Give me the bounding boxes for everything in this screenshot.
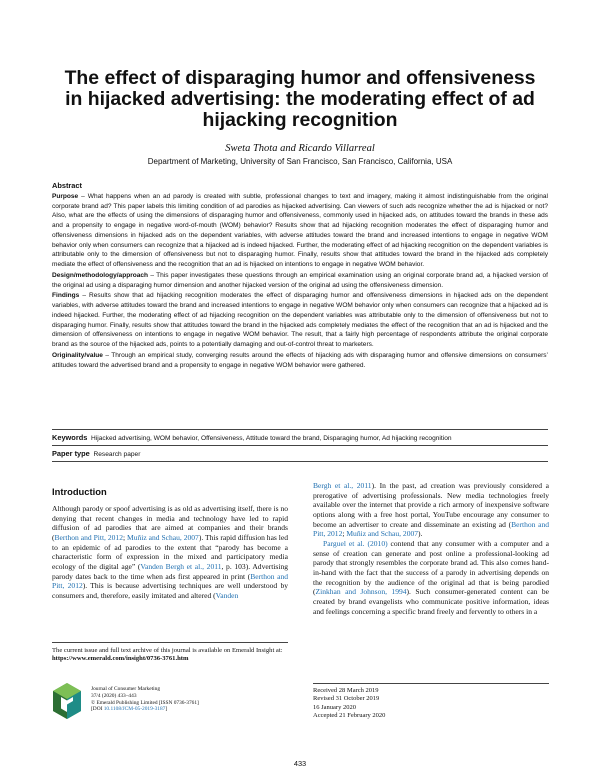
paper-type bbox=[52, 449, 548, 458]
body-text: ). In the past, ad creation was previously considered a prerogative of advertising professionals. New media technologies freely available over the internet that provide a rich armory of inexpensive software options along with a free host portal, YouTube encourage any consumer to become an advertiser to create and disseminate an existing ad ( bbox=[313, 481, 549, 529]
body-text: ). This rapid diffusion has led to an epidemic of ad parodies to the extent that “parody has become a characteristic form of expression in the mixed and participatory media ecology of the digital age” ( bbox=[52, 532, 289, 571]
abstract-originality bbox=[52, 351, 548, 371]
keywords-label: Keywords bbox=[52, 433, 88, 442]
dates-divider bbox=[313, 683, 549, 684]
keywords bbox=[52, 433, 548, 442]
citation-link[interactable]: Zinkhan and Johnson, 1994 bbox=[315, 587, 407, 597]
citation-link[interactable]: Berthon and Pitt, 2012 bbox=[54, 532, 123, 542]
date-revised: Revised 31 October 2019 bbox=[313, 695, 380, 703]
body-column-right bbox=[313, 481, 549, 616]
page-number: 433 bbox=[293, 759, 307, 768]
date-revised-2: 16 January 2020 bbox=[313, 703, 356, 711]
design-text: – This paper investigates these questions through an empirical examination using an original corporate brand ad, a hijacked version of the original ad using a disparaging humor dimension and another hijacked version of the original ad using the offensiveness dimension. bbox=[52, 271, 548, 289]
intro-paragraph bbox=[313, 539, 549, 616]
citation-link[interactable]: Muñiz and Schau, 2007 bbox=[127, 532, 199, 542]
abstract-findings bbox=[52, 291, 548, 350]
paper-type-label: Paper type bbox=[52, 449, 90, 458]
divider bbox=[52, 461, 548, 462]
body-text: Although parody or spoof advertising is as old as advertising itself, there is no denying that recent changes in media and technology have led to rapid diffusion of ad parodies that are aimed at companies and their brands ( bbox=[52, 504, 289, 542]
article-dates bbox=[313, 687, 549, 720]
citation-link[interactable]: Vanden bbox=[215, 590, 239, 600]
intro-paragraph bbox=[313, 481, 549, 539]
findings-text: – Results show that ad hijacking recognition moderates the effect of disparaging humor and offensiveness dimensions in hijacked ads on the dependent variables, with adverse attitudes toward the brand and increased intentions to engage in negative WOM behavior only when consumers can recognize that a hijacked ad is indeed hijacked. Further, the moderating effect of ad hijacking recognition on the dependent variables was attributable only to the dimension of offensiveness but not to disparaging humor. Finally, results show that attitudes toward the brand in the hijacked ads completely mediates the effect of the recognition that an ad is hijacked and the dimension of offensiveness on intentions to engage in negative WOM behavior. The result, that a fairly high percentage of respondents attribute the original corporate brand as the source of the hijacked ads, points to a potentially damaging and out-of-control threat to marketers. bbox=[52, 292, 548, 348]
authors: Sweta Thota and Ricardo Villarreal bbox=[225, 143, 375, 154]
journal-volume: 37/4 (2020) 433–443 bbox=[91, 692, 137, 699]
purpose-label: Purpose bbox=[52, 192, 79, 200]
abstract-heading: Abstract bbox=[52, 181, 82, 190]
affiliation: Department of Marketing, University of San Francisco, San Francisco, California, USA bbox=[147, 157, 453, 166]
journal-doi bbox=[91, 706, 291, 713]
body-text: , p. 103). Advertising parody dates back to the time when ads first appeared in print ( bbox=[52, 561, 288, 581]
divider bbox=[52, 429, 548, 430]
divider bbox=[52, 445, 548, 446]
introduction-heading: Introduction bbox=[52, 486, 107, 497]
design-label: Design/methodology/approach bbox=[52, 271, 149, 279]
access-note bbox=[52, 647, 288, 664]
emerald-logo-icon bbox=[52, 682, 82, 720]
citation-link[interactable]: Vanden Bergh et al., 2011 bbox=[140, 561, 222, 571]
abstract-purpose bbox=[52, 192, 548, 270]
doi-link[interactable]: 10.1108/JCM-05-2019-3187 bbox=[103, 706, 166, 713]
date-accepted: Accepted 21 February 2020 bbox=[313, 711, 386, 719]
originality-label: Originality/value bbox=[52, 351, 103, 359]
access-note-text: The current issue and full text archive of this journal is available on Emerald Insight at: bbox=[52, 647, 283, 654]
date-received: Received 28 March 2019 bbox=[313, 687, 379, 694]
journal-url-link[interactable]: https://www.emerald.com/insight/0736-3761.htm bbox=[52, 655, 189, 663]
body-text: ). This is because advertising techniques are well understood by consumers and, therefore, easily imitated and altered ( bbox=[52, 581, 288, 600]
abstract-design bbox=[52, 271, 548, 291]
purpose-text: – What happens when an ad parody is created with subtle, professional changes to text and imagery, making it almost indistinguishable from the original corporate brand ad? This paper labels this limiting condition of ad parodies as hijacked advertising. Can viewers of such ads recognize whether the ad is hijacked or not? Also, what are the effects of using the dimensions of disparaging humor and offensiveness, commonly used in hijacked ads, on attitudes toward the brands in these ads and a propensity to engage in negative word-of-mouth (WOM) behavior? Results show that ad hijacking recognition moderates the effect of disparaging humor and offensiveness dimensions in hijacked ads on the dependent variables, with adverse attitudes toward the brand and increased intentions to engage in negative WOM behavior only when consumers can recognize that a hijacked ad is indeed hijacked. Further, the moderating effect of ad hijacking recognition on the dependent variables is attributable only to the dimension of offensiveness but not to disparaging humor. Finally, results show that attitudes toward the brand in the hijacked ads completely mediate the effect of offensiveness and the recognition that an ad is hijacked on intentions to engage in negative WOM behavior. bbox=[52, 192, 548, 268]
abstract-section bbox=[52, 181, 548, 371]
citation-link[interactable]: Berthon and Pitt, 2012 bbox=[313, 519, 549, 539]
body-text: ). bbox=[418, 529, 423, 539]
journal-name: Journal of Consumer Marketing bbox=[91, 686, 161, 692]
citation-link[interactable]: Muñiz and Schau, 2007 bbox=[346, 529, 419, 539]
citation-link[interactable]: Parguel et al. (2010) bbox=[323, 538, 388, 548]
journal-info bbox=[91, 686, 291, 713]
originality-text: – Through an empirical study, converging results around the effects of hijacking ads with disparaging humor and offensive dimensions on consumers’ attitudes toward the advertised brand and a propensity to engage in negative WOM behavior were gathered. bbox=[52, 351, 548, 369]
body-text: ). Such consumer-generated content can be created by brand evangelists who communicate positive information, ideas and feelings concerning a specific brand freely and fervently to others in a bbox=[313, 587, 549, 616]
journal-publisher: © Emerald Publishing Limited [ISSN 0736-3761] bbox=[91, 699, 199, 706]
body-text: ; bbox=[342, 529, 347, 539]
body-column-left bbox=[52, 504, 288, 601]
keywords-text: Hijacked advertising, WOM behavior, Offensiveness, Attitude toward the brand, Disparaging humor, Ad hijacking recognition bbox=[91, 435, 452, 442]
paper-type-text: Research paper bbox=[93, 451, 141, 458]
article-title: The effect of disparaging humor and offensiveness in hijacked advertising: the moderating effect of ad hijacking recognition bbox=[64, 67, 536, 131]
citation-link[interactable]: Bergh et al., 2011 bbox=[313, 481, 372, 490]
findings-label: Findings bbox=[52, 292, 80, 300]
footnote-divider bbox=[52, 642, 288, 643]
doi-suffix: ] bbox=[165, 706, 168, 713]
doi-prefix: [DOI bbox=[91, 706, 104, 713]
body-text: ; bbox=[122, 532, 127, 542]
body-text: contend that any consumer with a computer and a sense of creation can generate and post online a professional-looking ad parody that strongly resembles the corporate brand ad. This also comes hand-in-hand with the fact that the success of a parody in advertising depends on the recognition by the audience of the original ad that is being parodied ( bbox=[313, 538, 549, 597]
citation-link[interactable]: Berthon and Pitt, 2012 bbox=[52, 571, 288, 591]
intro-paragraph bbox=[52, 504, 288, 601]
